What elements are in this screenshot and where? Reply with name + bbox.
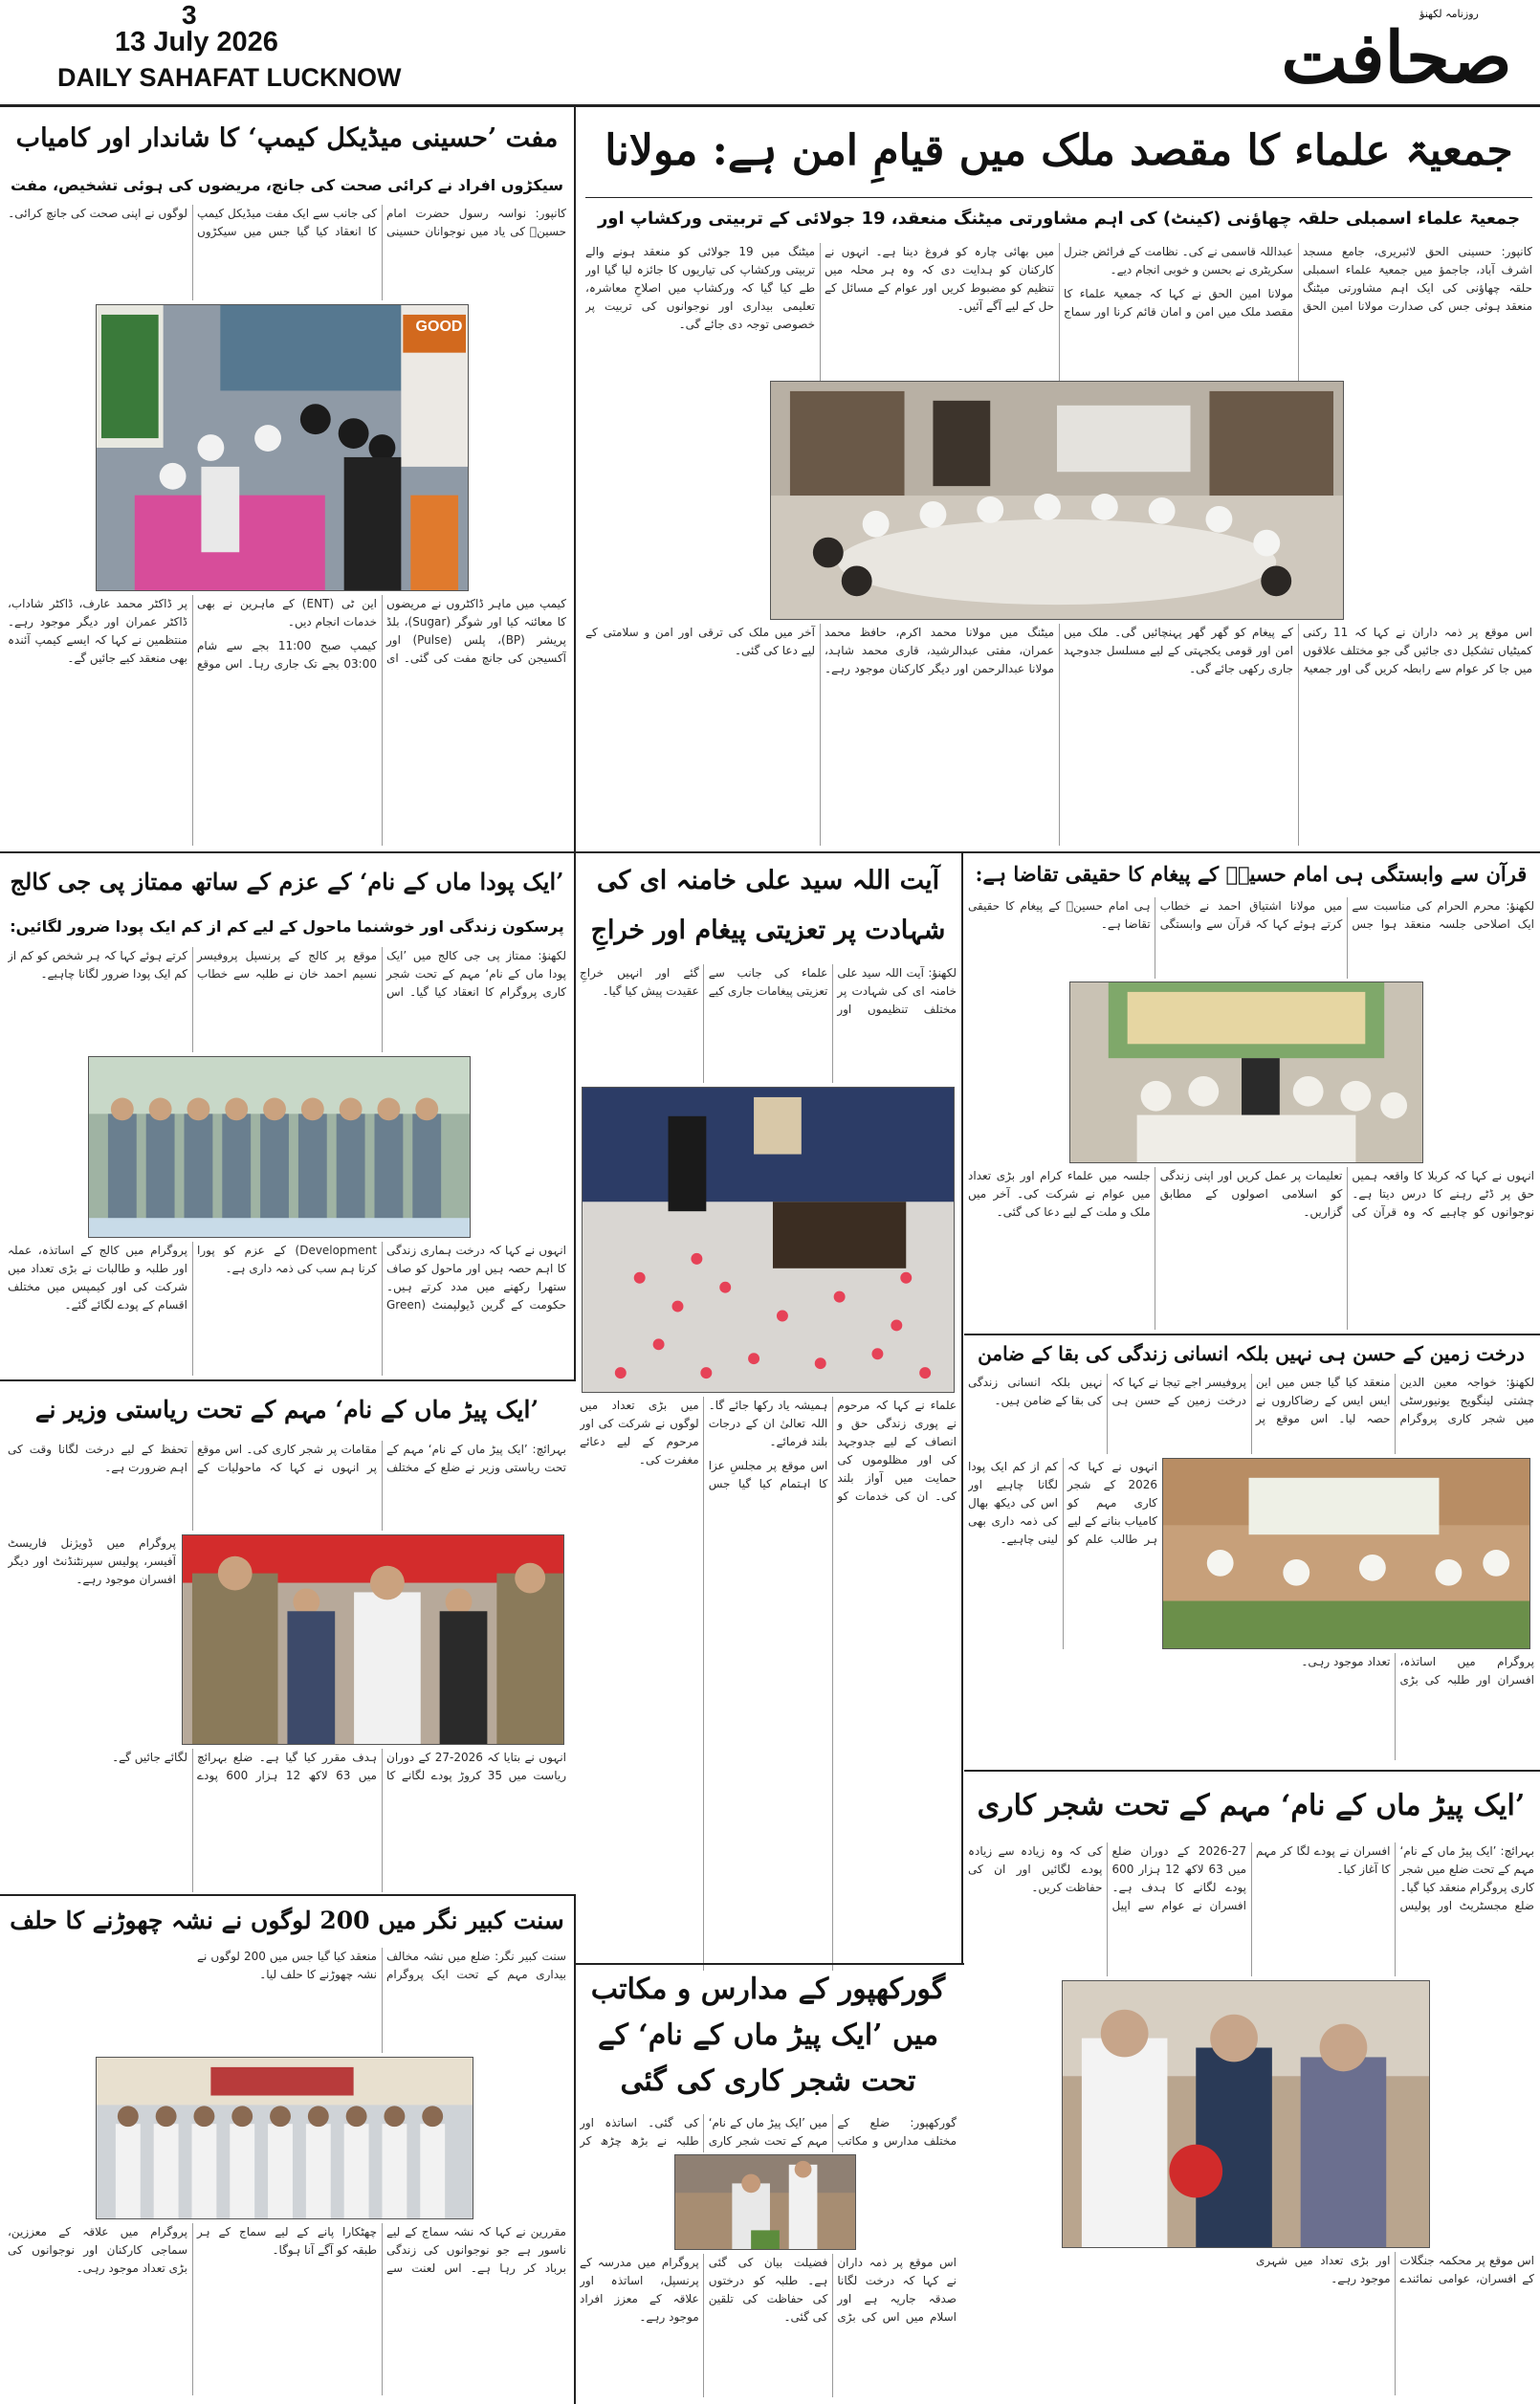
minister-body-bottom [8, 1749, 566, 1892]
paragraph: میٹنگ میں 19 جولائی کو منعقد ہونے والے تربیتی ورکشاپ کی تیاریوں کا جائزہ لیا گیا اور طے کیا گیا کہ ورکشاپ میں اصلاحِ معاشرہ، تعلیمی بیداری اور نوجوانوں کی تربیت پر خصوصی توجہ دی جائے گی۔ [585, 245, 815, 331]
paragraph: اس موقع پر ذمہ داران نے کہا کہ 11 رکنی کمیٹیاں تشکیل دی جائیں گی جو مختلف علاقوں میں جا کر عوام سے رابطہ کریں گی اور جمعیۃ کے پیغام کو گھر گھر پہنچائیں گی۔ ملک میں امن اور قومی یکجہتی کے لیے مسلسل جدوجہد جاری رکھی جائے گی۔ [1064, 626, 1532, 675]
page-number: 3 [182, 0, 197, 30]
minister-photo [182, 1534, 564, 1745]
paragraph: گورکھپور: ضلع کے مختلف مدارس و مکاتب میں ’ایک پیڑ ماں کے نام‘ مہم کے تحت شجر کاری کی گئی۔ اساتذہ اور طلبہ نے بڑھ چڑھ کر [580, 2116, 957, 2148]
column-divider [574, 107, 576, 851]
camp-headline: مفت ’حسینی میڈیکل کیمپ‘ کا شاندار اور کامیاب [15, 123, 559, 153]
gorakhpur-photo [674, 2154, 856, 2250]
program-headline: ’ایک پیڑ ماں کے نام‘ مہم کے تحت شجر کاری [977, 1789, 1526, 1822]
gorakhpur-headline: گورکھپور کے مدارس و مکاتب میں ’ایک پیڑ ماں کے نام‘ کے تحت شجر کاری کی گئی [590, 1973, 946, 2098]
lead-headline: جمعیۃ علماء کا مقصد ملک میں قیامِ امن ہے: مولانا [605, 126, 1513, 175]
paragraph: انہوں نے کہا کہ درخت ہماری زندگی کا اہم حصہ ہیں اور ماحول کو صاف ستھرا رکھنے میں مدد کرتے ہیں۔ حکومت کے گرین ڈیولپمنٹ (Green Development) کے عزم کو پورا کرنا ہم سب کی ذمہ داری ہے۔ [197, 1244, 566, 1312]
paragraph: انہوں نے بتایا کہ 2026-27 کے دوران ریاست میں 35 کروڑ پودے لگانے کا ہدف مقرر کیا گیا ہے۔ ضلع بہرائچ میں 63 لاکھ 12 ہزار 600 پودے لگائے جائیں گے۔ [112, 1751, 566, 1782]
lead-photo [770, 381, 1344, 620]
divider [0, 1379, 576, 1381]
trees-life-photo [1162, 1458, 1530, 1649]
paragraph: مقررین نے کہا کہ نشہ سماج کے لیے ناسور ہے جو نوجوانوں کی زندگی برباد کر رہا ہے۔ اس لعنت سے چھٹکارا پانے کے لیے سماج کے ہر طبقہ کو آگے آنا ہوگا۔ [197, 2225, 566, 2275]
divider [964, 1334, 1540, 1335]
gorakhpur-body-top [580, 2114, 957, 2152]
program-body-top [968, 1842, 1534, 1976]
minister-body-side [8, 1534, 176, 1745]
sant-kabir-body-top [8, 1948, 566, 2053]
pg-college-headline: ’ایک پودا ماں کے نام‘ کے عزم کے ساتھ ممتاز پی جی کالج [10, 868, 564, 895]
paragraph: 2026-27 کے دوران ضلع میں 63 لاکھ 12 ہزار 600 پودے لگانے کا ہدف ہے۔ افسران نے عوام سے اپیل کی کہ وہ زیادہ سے زیادہ پودے لگائیں اور ان کی حفاظت کریں۔ [968, 1844, 1246, 1912]
paragraph: لکھنؤ: آیت اللہ سید علی خامنہ ای کی شہادت پر مختلف تنظیموں اور علماء کی جانب سے تعزیتی پیغامات جاری کیے گئے اور انہیں خراجِ عقیدت پیش کیا گیا۔ [580, 966, 957, 1016]
khamenei-headline: آیت اللہ سید علی خامنہ ای کی شہادت پر تعزیتی پیغام اور خراجِ [590, 866, 946, 945]
logo [1272, 2, 1521, 101]
program-photo [1062, 1980, 1430, 2248]
column-divider [574, 1894, 576, 2404]
gorakhpur-body-bottom [580, 2254, 957, 2397]
paragraph: سنت کبیر نگر: ضلع میں نشہ مخالف بیداری مہم کے تحت ایک پروگرام منعقد کیا گیا جس میں 200 لوگوں نے نشہ چھوڑنے کا حلف لیا۔ [197, 1950, 566, 1981]
column-divider [961, 853, 963, 1963]
row-rule [0, 851, 1540, 853]
camp-banner-text: GOOD [415, 319, 463, 335]
paragraph: پروگرام میں علاقہ کے معززین، سماجی کارکنان اور نوجوانوں کی بڑی تعداد موجود رہی۔ [8, 2225, 187, 2275]
paragraph: لکھنؤ: ممتاز پی جی کالج میں ’ایک پودا ماں کے نام‘ مہم کے تحت شجر کاری پروگرام کا انعقاد کیا گیا۔ اس موقع پر کالج کے پرنسپل پروفیسر نسیم احمد خان نے طلبہ سے خطاب کرتے ہوئے کہا کہ ہر شخص کو کم از کم ایک پودا ضرور لگانا چاہیے۔ [8, 949, 566, 999]
paragraph: بہرائچ: ’ایک پیڑ ماں کے نام‘ مہم کے تحت ضلع میں شجر کاری پروگرام منعقد کیا گیا۔ ضلع مجسٹریٹ اور پولیس افسران نے پودے لگا کر مہم کا آغاز کیا۔ [1256, 1844, 1534, 1912]
quran-body-top [968, 897, 1534, 979]
paragraph: کیمپ میں ماہر ڈاکٹروں نے مریضوں کا معائنہ کیا اور شوگر (Sugar)، بلڈ پریشر (BP)، پلس (Pulse) اور آکسیجن کی جانچ مفت کی گئی۔ ای این ٹی (ENT) کے ماہرین نے بھی خدمات انجام دیں۔ [197, 597, 566, 665]
paragraph: بہرائچ: ’ایک پیڑ ماں کے نام‘ مہم کے تحت ریاستی وزیر نے ضلع کے مختلف مقامات پر شجر کاری کی۔ اس موقع پر انہوں نے کہا کہ ماحولیات کے تحفظ کے لیے درخت لگانا وقت کی اہم ضرورت ہے۔ [8, 1443, 566, 1474]
paragraph: پروگرام میں ڈویژنل فاریسٹ آفیسر، پولیس سپرنٹنڈنٹ اور دیگر افسران موجود رہے۔ [8, 1536, 176, 1586]
minister-body-top [8, 1441, 566, 1531]
paragraph: پروگرام میں کالج کے اساتذہ، عملہ اور طلبہ و طالبات نے بڑی تعداد میں شرکت کی اور کیمپس میں مختلف اقسام کے پودے لگائے گئے۔ [8, 1244, 187, 1312]
program-body-bottom [968, 2252, 1534, 2395]
masthead [0, 0, 1540, 107]
column-divider [574, 853, 576, 1379]
khamenei-body-bottom [580, 1397, 957, 1971]
minister-headline: ’ایک پیڑ ماں کے نام‘ مہم کے تحت ریاستی وزیر نے [34, 1396, 539, 1423]
trees-life-body-end [968, 1653, 1534, 1760]
trees-life-body-bottom [968, 1458, 1157, 1649]
sant-kabir-photo [96, 2057, 473, 2219]
paragraph: انہوں نے کہا کہ 2026 کے شجر کاری مہم کو کامیاب بنانے کے لیے ہر طالب علم کو کم از کم ایک پودا لگانا چاہیے اور اس کی دیکھ بھال کی ذمہ داری بھی لینی چاہیے۔ [968, 1460, 1157, 1546]
paragraph: اس موقع پر ذمہ داران نے کہا کہ درخت لگانا صدقہ جاریہ ہے اور اسلام میں اس کی بڑی فضیلت بیان کی گئی ہے۔ طلبہ کو درختوں کی حفاظت کی تلقین کی گئی۔ [708, 2256, 957, 2324]
divider [0, 1894, 576, 1896]
paragraph: پروگرام میں اساتذہ، افسران اور طلبہ کی بڑی تعداد موجود رہی۔ [1301, 1655, 1534, 1687]
paragraph: کانپور: حسینی الحق لائبریری، جامع مسجد اشرف آباد، جاجمؤ میں جمعیۃ علماء اسمبلی حلقہ چھاؤنی کی ایک اہم مشاورتی میٹنگ منعقد ہوئی جس کی صدارت مولانا امین الحق عبداللہ قاسمی نے کی۔ نظامت کے فرائض جنرل سکریٹری نے بحسن و خوبی انجام دیے۔ [1064, 245, 1532, 313]
sant-kabir-body-bottom [8, 2223, 566, 2395]
paragraph: لکھنؤ: خواجہ معین الدین چشتی لینگویج یونیورسٹی میں شجر کاری پروگرام منعقد کیا گیا جس میں این ایس ایس کے رضاکاروں نے حصہ لیا۔ اس موقع پر پروفیسر اجے تیجا نے کہا کہ درخت زمین کے حسن ہی نہیں بلکہ انسانی زندگی کی بقا کے ضامن ہیں۔ [968, 1376, 1534, 1425]
quran-headline: قرآن سے وابستگی ہی امام حسینؓ کے پیغام کا حقیقی تقاضا ہے: [975, 862, 1528, 886]
camp-photo [96, 304, 469, 591]
paper-name: DAILY SAHAFAT LUCKNOW [57, 63, 402, 92]
masthead-rule [0, 104, 1540, 107]
paragraph: اس موقع پر محکمہ جنگلات کے افسران، عوامی نمائندے اور بڑی تعداد میں شہری موجود رہے۔ [1256, 2254, 1534, 2285]
paragraph: کانپور: نواسہ رسول حضرت امام حسینؓ کی یاد میں نوجوانان حسینی کی جانب سے ایک مفت میڈیکل کیمپ کا انعقاد کیا گیا جس میں سیکڑوں لوگوں نے اپنی صحت کی جانچ کرائی۔ [8, 207, 566, 238]
divider [964, 1770, 1540, 1772]
sant-kabir-headline: سنت کبیر نگر میں 200 لوگوں نے نشہ چھوڑنے کا حلف [10, 1907, 564, 1934]
trees-life-headline: درخت زمین کے حسن ہی نہیں بلکہ انسانی زندگی کی بقا کے ضامن [978, 1342, 1525, 1365]
trees-life-body-top [968, 1374, 1534, 1454]
paragraph: انہوں نے کہا کہ کربلا کا واقعہ ہمیں حق پر ڈٹے رہنے کا درس دیتا ہے۔ نوجوانوں کو چاہیے کہ وہ قرآن کی تعلیمات پر عمل کریں اور اپنی زندگی کو اسلامی اصولوں کے مطابق گزاریں۔ [1159, 1169, 1534, 1219]
khamenei-body-top [580, 964, 957, 1083]
paragraph: پروگرام میں مدرسہ کے پرنسپل، اساتذہ اور علاقہ کے معزز افراد موجود رہے۔ [580, 2256, 699, 2324]
paragraph: مولانا امین الحق نے کہا کہ جمعیۃ علماء کا مقصد ملک میں امن و امان قائم کرنا اور سماج میں بھائی چارہ کو فروغ دینا ہے۔ انہوں نے کارکنان کو ہدایت دی کہ وہ ہر محلہ میں تنظیم کو مضبوط کریں اور عوام کے مسائل کے حل کے لیے آگے آئیں۔ [825, 245, 1293, 319]
camp-subhead: سیکڑوں افراد نے کرائی صحت کی جانچ، مریضوں کی ہوئی تشخیص، مفت [11, 176, 563, 194]
pg-college-subhead: پرسکون زندگی اور خوشنما ماحول کے لیے کم از کم ایک پودا ضرور لگائیں: [10, 917, 564, 936]
quran-body-bottom [968, 1167, 1534, 1330]
lead-subhead: جمعیۃ علماء اسمبلی حلقہ چھاؤنی (کینٹ) کی اہم مشاورتی میٹنگ منعقد، 19 جولائی کے تربیتی ورکشاپ اور [597, 209, 1521, 229]
paragraph: میٹنگ میں مولانا محمد اکرم، حافظ محمد عمران، مفتی عبدالرشید، قاری محمد شاہد، مولانا عبدالرحمن اور دیگر کارکنان موجود رہے۔ آخر میں ملک کی ترقی اور امن و سلامتی کے لیے دعا کی گئی۔ [585, 626, 1054, 675]
issue-date: 13 July 2026 [115, 27, 278, 57]
paragraph: جلسہ میں علماء کرام اور بڑی تعداد میں عوام نے شرکت کی۔ آخر میں ملک و ملت کے لیے دعا کی گئی۔ [968, 1169, 1151, 1219]
paragraph: علماء نے کہا کہ مرحوم نے پوری زندگی حق و انصاف کے لیے جدوجہد کی اور مظلوموں کی حمایت میں آواز بلند کی۔ ان کی خدمات کو ہمیشہ یاد رکھا جائے گا۔ اللہ تعالیٰ ان کے درجات بلند فرمائے۔ [708, 1399, 957, 1503]
divider [585, 197, 1532, 198]
camp-body-bottom [8, 595, 566, 846]
lead-body-bottom [585, 624, 1532, 846]
logo-small-text: روزنامہ لکھنؤ [1419, 8, 1479, 20]
khamenei-photo [582, 1087, 955, 1393]
quran-photo [1069, 981, 1423, 1163]
logo-text: صحافت [1281, 17, 1512, 99]
divider [576, 1963, 964, 1965]
pg-college-body-top [8, 947, 566, 1052]
paragraph: لکھنؤ: محرم الحرام کی مناسبت سے ایک اصلاحی جلسہ منعقد ہوا جس میں مولانا اشتیاق احمد نے خطاب کرتے ہوئے کہا کہ قرآن سے وابستگی ہی امام حسینؓ کے پیغام کا حقیقی تقاضا ہے۔ [968, 899, 1534, 931]
camp-body-top [8, 205, 566, 300]
pg-college-photo [88, 1056, 471, 1238]
paragraph: اس موقع پر مجلسِ عزا کا اہتمام کیا گیا جس میں بڑی تعداد میں لوگوں نے شرکت کی اور مرحوم کے لیے دعائے مغفرت کی۔ [580, 1399, 828, 1490]
pg-college-body-bottom [8, 1242, 566, 1376]
paragraph: کیمپ صبح 11:00 بجے سے شام 03:00 بجے تک جاری رہا۔ اس موقع پر ڈاکٹر محمد عارف، ڈاکٹر شاداب، ڈاکٹر عمران اور دیگر موجود رہے۔ منتظمین نے کہا کہ ایسے کیمپ آئندہ بھی منعقد کیے جائیں گے۔ [8, 597, 377, 671]
